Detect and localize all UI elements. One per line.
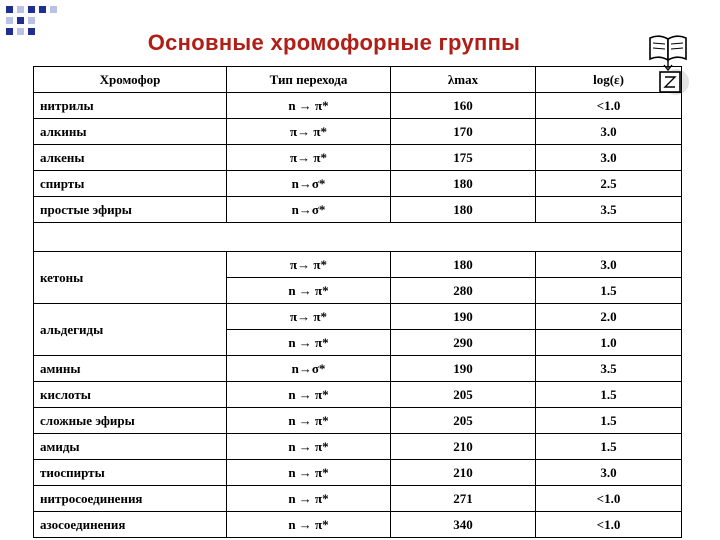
chromophore-name: азосоединения <box>34 512 227 538</box>
chromophore-name: амиды <box>34 434 227 460</box>
log-epsilon: 3.0 <box>536 145 682 171</box>
transition-type: n→σ* <box>227 171 391 197</box>
chromophore-name: нитросоединения <box>34 486 227 512</box>
transition-type: n → π* <box>227 486 391 512</box>
transition-type: n → π* <box>227 434 391 460</box>
transition-type: n → π* <box>227 93 391 119</box>
lambda-max: 290 <box>391 330 536 356</box>
lambda-max: 271 <box>391 486 536 512</box>
transition-type: π→ π* <box>227 304 391 330</box>
table-row <box>34 197 682 223</box>
chromophore-name: тиоспирты <box>34 460 227 486</box>
log-epsilon: 1.5 <box>536 434 682 460</box>
chromophore-name: кислоты <box>34 382 227 408</box>
table-row <box>34 460 682 486</box>
log-epsilon: 2.5 <box>536 171 682 197</box>
table-row <box>34 119 682 145</box>
lambda-max: 180 <box>391 197 536 223</box>
chromophore-name: алкены <box>34 145 227 171</box>
transition-type: n → π* <box>227 460 391 486</box>
lambda-max: 210 <box>391 434 536 460</box>
log-epsilon: 3.5 <box>536 197 682 223</box>
log-epsilon: 1.5 <box>536 382 682 408</box>
log-epsilon: <1.0 <box>536 512 682 538</box>
log-epsilon: 3.0 <box>536 252 682 278</box>
lambda-max: 180 <box>391 171 536 197</box>
log-epsilon: 3.5 <box>536 356 682 382</box>
lambda-max: 160 <box>391 93 536 119</box>
lambda-max: 180 <box>391 252 536 278</box>
table-row <box>34 93 682 119</box>
transition-type: n→σ* <box>227 356 391 382</box>
empty-cell <box>34 223 682 252</box>
chromophore-name: нитрилы <box>34 93 227 119</box>
table-row <box>34 252 682 278</box>
chromophore-name: альдегиды <box>34 304 227 356</box>
log-epsilon: 2.0 <box>536 304 682 330</box>
log-epsilon: 3.0 <box>536 460 682 486</box>
transition-type: n → π* <box>227 512 391 538</box>
log-epsilon: 1.0 <box>536 330 682 356</box>
table-row <box>34 171 682 197</box>
log-epsilon: 1.5 <box>536 278 682 304</box>
chromophore-name: простые эфиры <box>34 197 227 223</box>
chromophore-name: алкины <box>34 119 227 145</box>
header-chromophore: Хромофор <box>34 67 227 93</box>
lambda-max: 190 <box>391 356 536 382</box>
table-row <box>34 434 682 460</box>
lambda-max: 205 <box>391 408 536 434</box>
lambda-max: 170 <box>391 119 536 145</box>
log-epsilon: 1.5 <box>536 408 682 434</box>
transition-type: n → π* <box>227 330 391 356</box>
chromophore-name: амины <box>34 356 227 382</box>
header-transition: Тип перехода <box>227 67 391 93</box>
table-row <box>34 486 682 512</box>
table-row <box>34 304 682 330</box>
chromophore-table <box>33 66 682 538</box>
transition-type: n→σ* <box>227 197 391 223</box>
table-row <box>34 145 682 171</box>
log-epsilon: <1.0 <box>536 486 682 512</box>
chromophore-name: спирты <box>34 171 227 197</box>
lambda-max: 210 <box>391 460 536 486</box>
lambda-max: 175 <box>391 145 536 171</box>
transition-type: π→ π* <box>227 119 391 145</box>
lambda-max: 205 <box>391 382 536 408</box>
header-lambda: λmax <box>391 67 536 93</box>
transition-type: n → π* <box>227 408 391 434</box>
table-header-row <box>34 67 682 93</box>
chromophore-name: сложные эфиры <box>34 408 227 434</box>
lambda-max: 280 <box>391 278 536 304</box>
transition-type: n → π* <box>227 278 391 304</box>
header-log: log(ε) <box>536 67 682 93</box>
table-row <box>34 512 682 538</box>
log-epsilon: <1.0 <box>536 93 682 119</box>
chromophore-name: кетоны <box>34 252 227 304</box>
page-title: Основные хромофорные группы <box>147 30 521 55</box>
transition-type: n → π* <box>227 382 391 408</box>
table-row <box>34 382 682 408</box>
lambda-max: 340 <box>391 512 536 538</box>
log-epsilon: 3.0 <box>536 119 682 145</box>
table-row <box>34 408 682 434</box>
transition-type: π→ π* <box>227 145 391 171</box>
table-row <box>34 356 682 382</box>
transition-type: π→ π* <box>227 252 391 278</box>
lambda-max: 190 <box>391 304 536 330</box>
table-spacer-row <box>34 223 682 252</box>
